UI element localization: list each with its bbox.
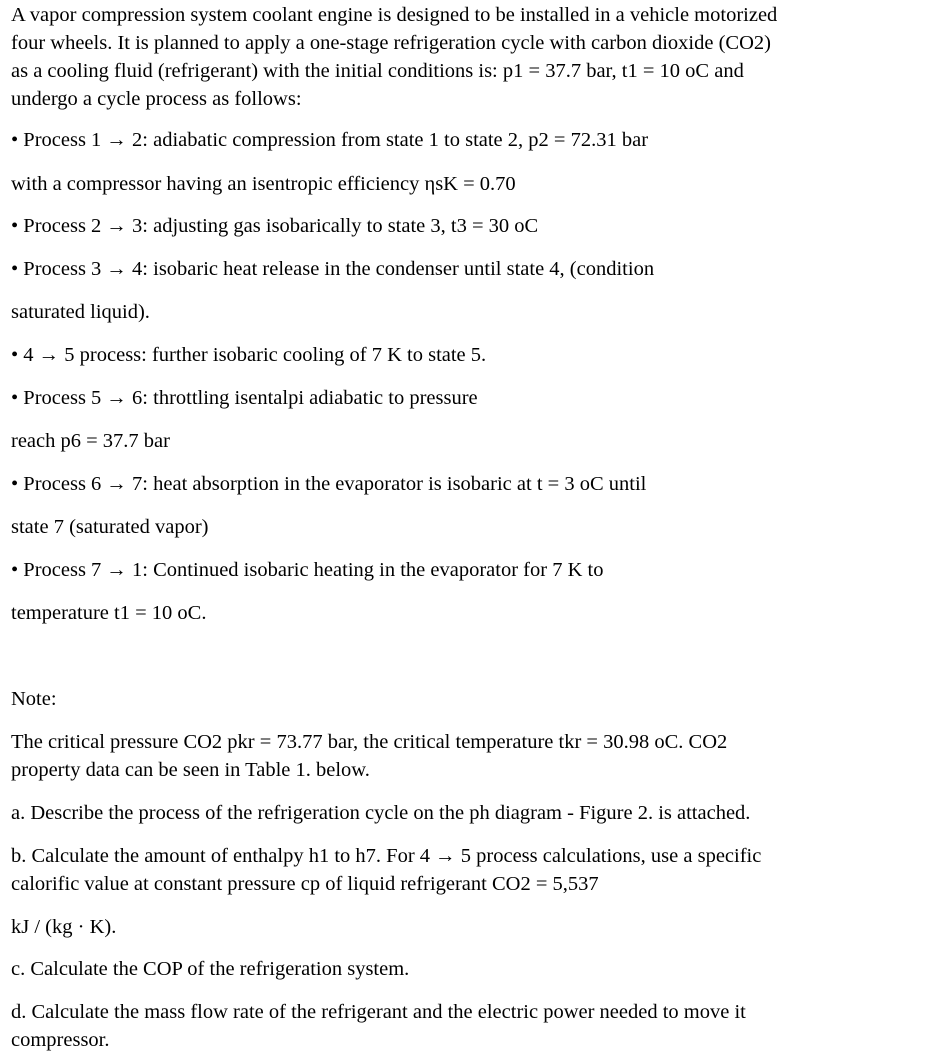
process-line: temperature t1 = 10 oC. (11, 602, 207, 624)
intro-line: as a cooling fluid (refrigerant) with the initial conditions is: p1 = 37.7 bar, t1 = 10 oC and (11, 60, 744, 82)
process-line: with a compressor having an isentropic efficiency ηsK = 0.70 (11, 173, 516, 195)
question-b-cont: kJ / (kg · K). (11, 916, 117, 938)
process-line: • 4 → 5 process: further isobaric cooling of 7 K to state 5. (11, 344, 487, 366)
question-d: d. Calculate the mass flow rate of the refrigerant and the electric power needed to move it (11, 1001, 746, 1023)
question-d-cont: compressor. (11, 1029, 110, 1051)
process-line: • Process 1 → 2: adiabatic compression from state 1 to state 2, p2 = 72.31 bar (11, 129, 649, 151)
process-line: saturated liquid). (11, 301, 150, 323)
question-b: b. Calculate the amount of enthalpy h1 to h7. For 4 → 5 process calculations, use a specific (11, 845, 762, 867)
question-c: c. Calculate the COP of the refrigeration system. (11, 958, 410, 980)
process-line: • Process 6 → 7: heat absorption in the evaporator is isobaric at t = 3 oC until (11, 473, 647, 495)
process-line: • Process 2 → 3: adjusting gas isobarically to state 3, t3 = 30 oC (11, 215, 539, 237)
question-a: a. Describe the process of the refrigeration cycle on the ph diagram - Figure 2. is attached. (11, 802, 751, 824)
note-line: property data can be seen in Table 1. below. (11, 759, 370, 781)
intro-line: undergo a cycle process as follows: (11, 88, 302, 110)
question-b-cont: calorific value at constant pressure cp of liquid refrigerant CO2 = 5,537 (11, 873, 599, 895)
process-line: • Process 5 → 6: throttling isentalpi adiabatic to pressure (11, 387, 478, 409)
process-line: • Process 3 → 4: isobaric heat release in the condenser until state 4, (condition (11, 258, 655, 280)
intro-line: A vapor compression system coolant engine is designed to be installed in a vehicle motorized (11, 4, 778, 26)
intro-line: four wheels. It is planned to apply a one-stage refrigeration cycle with carbon dioxide (CO2) (11, 32, 771, 54)
note-line: The critical pressure CO2 pkr = 73.77 bar, the critical temperature tkr = 30.98 oC. CO2 (11, 731, 728, 753)
process-line: • Process 7 → 1: Continued isobaric heating in the evaporator for 7 K to (11, 559, 604, 581)
process-line: state 7 (saturated vapor) (11, 516, 209, 538)
process-line: reach p6 = 37.7 bar (11, 430, 170, 452)
note-label: Note: (11, 688, 57, 710)
